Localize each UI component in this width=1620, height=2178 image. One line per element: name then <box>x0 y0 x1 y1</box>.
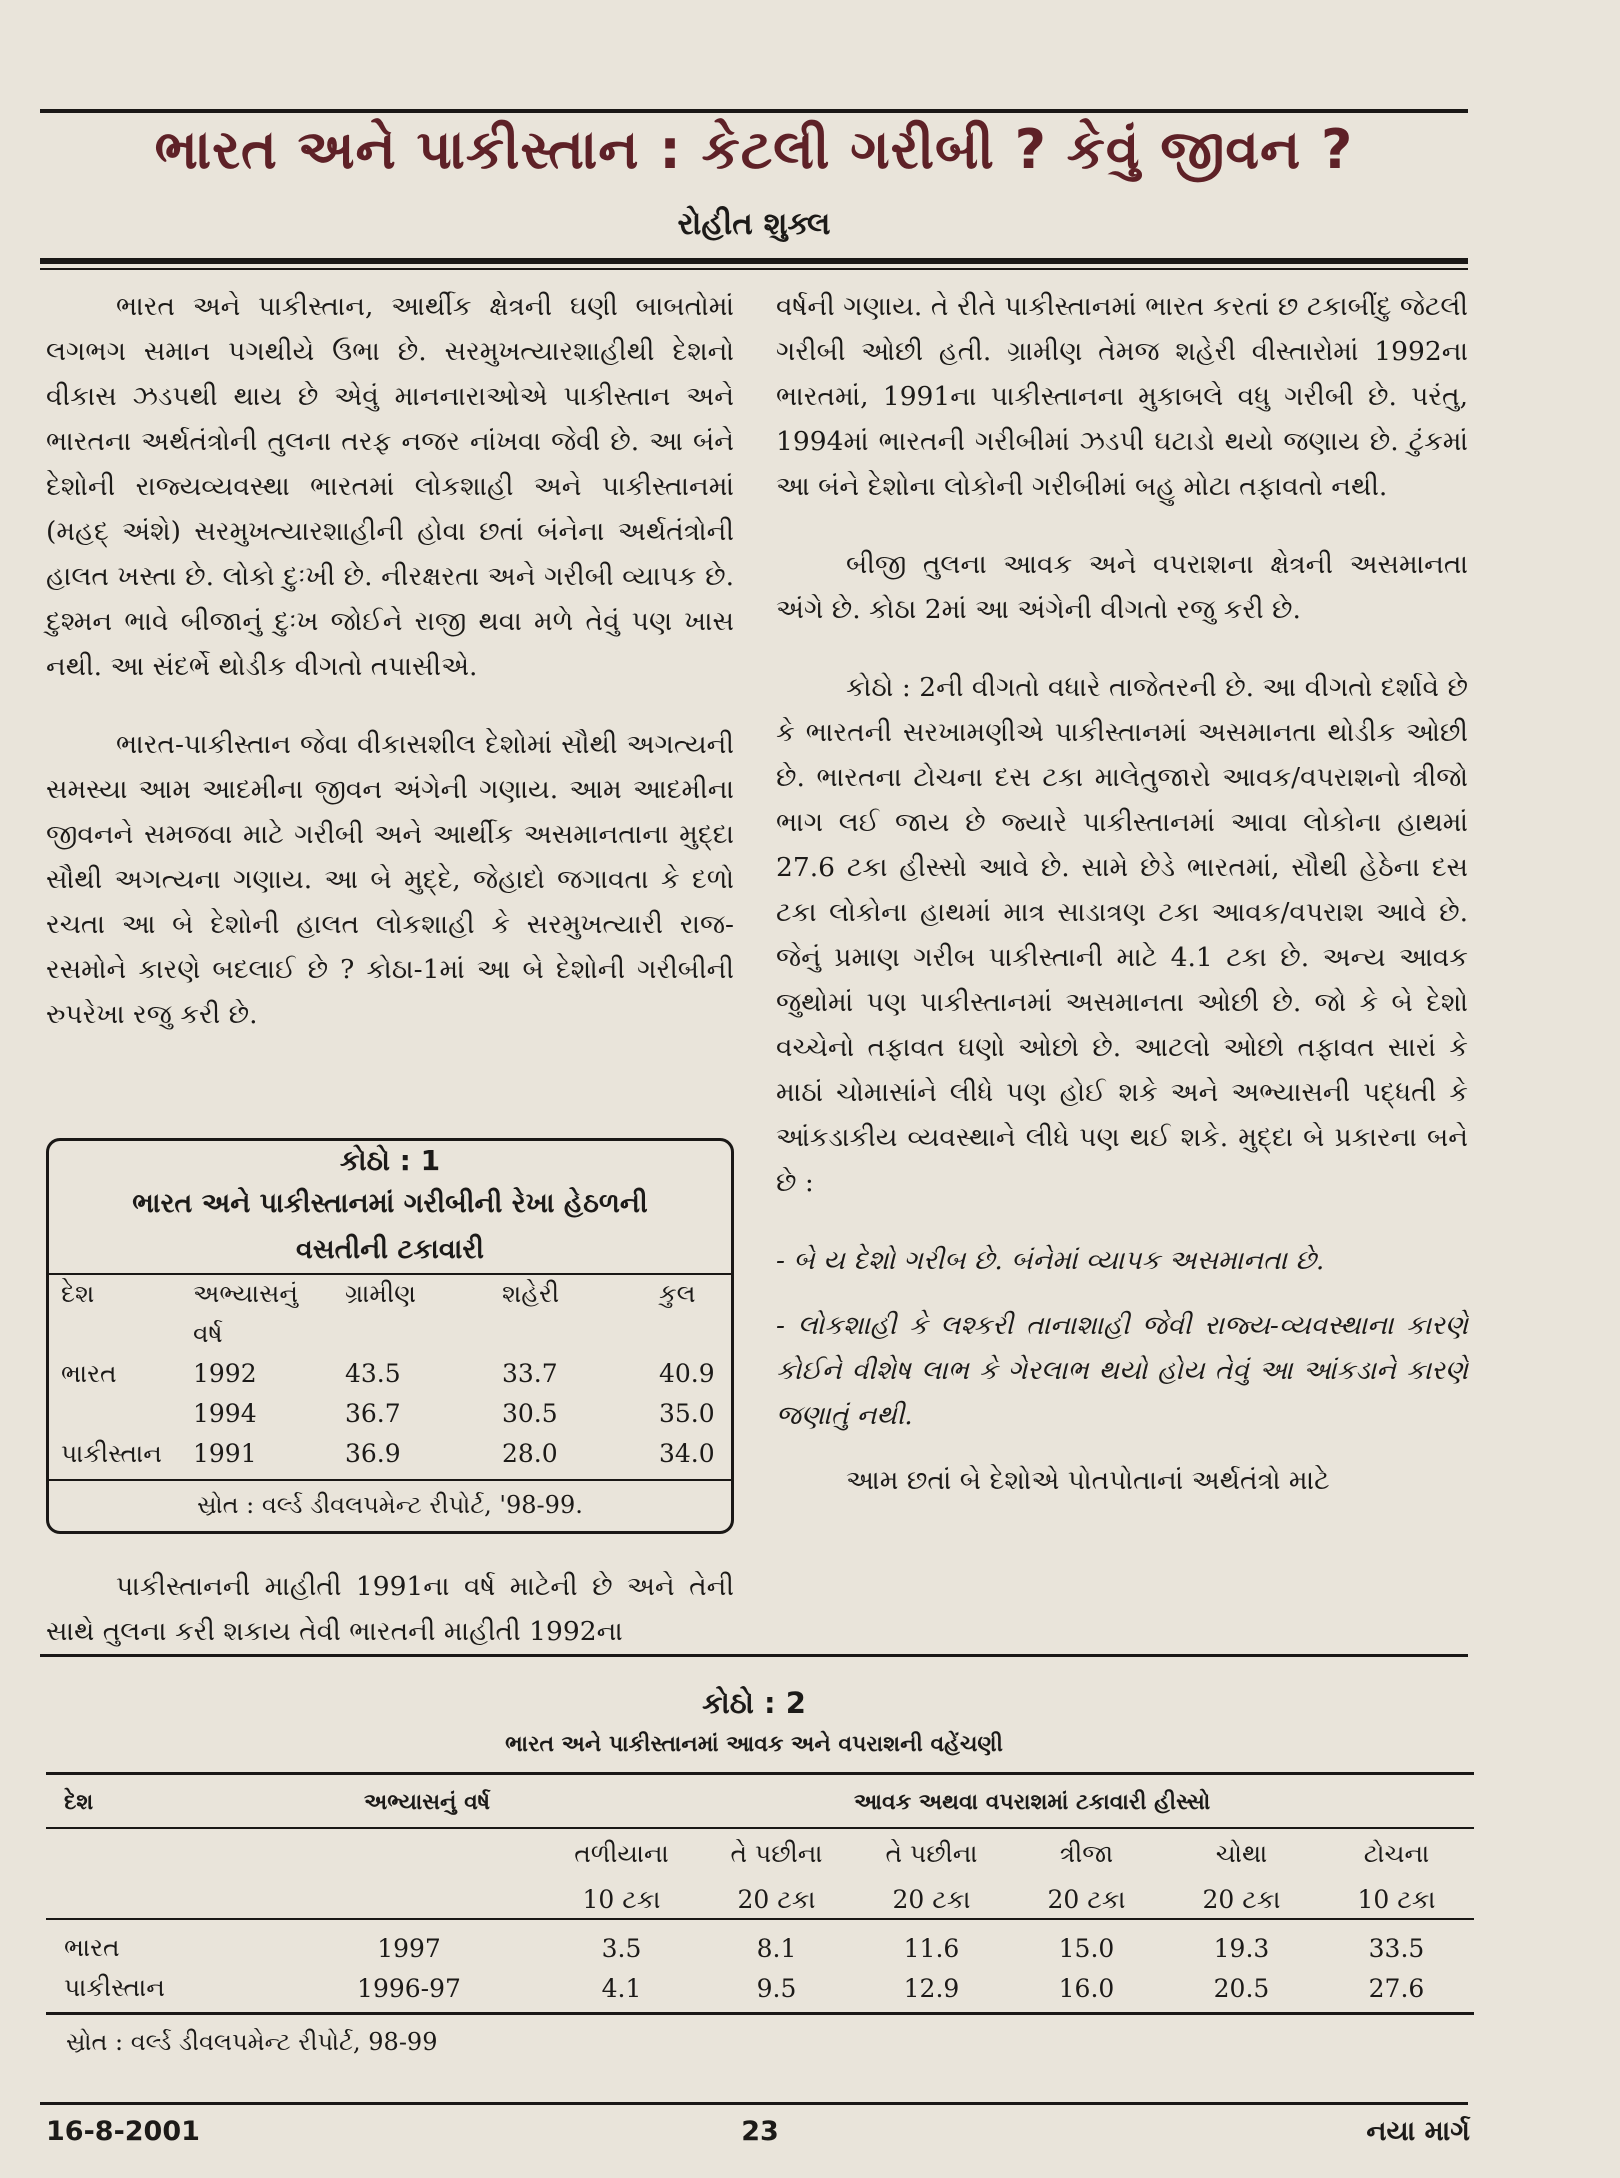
table-2-group-pct: 10 ટકા <box>1357 1885 1436 1914</box>
table-2-group-label: તે પછીના <box>730 1839 823 1868</box>
table-cell: 11.6 <box>903 1933 960 1963</box>
table-2-group-pct: 20 ટકા <box>892 1885 971 1914</box>
table-2-heading: કોઠો : 2 <box>702 1686 806 1720</box>
table-1-header-year-line-2: વર્ષ <box>193 1319 223 1348</box>
footer-publication: નયા માર્ગ <box>1366 2116 1470 2147</box>
byline-rule <box>40 258 1468 264</box>
table-2-group-label: તે પછીના <box>885 1839 978 1868</box>
table-2-top-rule <box>46 1772 1474 1775</box>
footer-date: 16-8-2001 <box>46 2116 200 2147</box>
table-1-header-urban: શહેરી <box>502 1279 560 1308</box>
table-cell: 33.5 <box>1368 1933 1425 1963</box>
table-cell: ભારત <box>61 1359 117 1388</box>
table-2-group-label: ત્રીજા <box>1059 1839 1114 1868</box>
table-cell: 1996-97 <box>357 1973 461 2003</box>
table-cell: ભારત <box>64 1933 120 1962</box>
left-column <box>46 284 734 1070</box>
table-cell: પાકીસ્તાન <box>61 1439 162 1468</box>
footer-rule <box>40 2102 1468 2105</box>
top-rule <box>40 109 1468 113</box>
table-cell: 1992 <box>193 1359 257 1388</box>
table-row <box>49 1359 731 1399</box>
table-2-bottom-rule <box>46 2012 1474 2015</box>
table-1-title-line-1: ભારત અને પાકીસ્તાનમાં ગરીબીની રેખા હેઠળની <box>132 1188 648 1219</box>
table-row <box>49 1439 731 1479</box>
table-row <box>46 1968 1474 2008</box>
table-1-header-country: દેશ <box>61 1279 95 1308</box>
table-1-header-row-2 <box>49 1319 731 1359</box>
table-cell: 36.7 <box>345 1399 401 1428</box>
table-2-group-label: ટોચના <box>1363 1839 1430 1868</box>
table-cell: 12.9 <box>903 1973 960 2003</box>
author-byline: રોહીત શુક્લ <box>677 206 831 242</box>
left-paragraph-1: ભારત અને પાકીસ્તાન, આર્થીક ક્ષેત્રની ઘણી બાબતોમાં લગભગ સમાન પગથીયે ઉભા છે. સરમુખત્યારશાહીથી દેશનો વીકાસ ઝડપથી થાય છે એવું માનનારાઓએ પાકીસ્તાન અને ભારતના અર્થતંત્રોની તુલના તરફ નજર નાંખવા જેવી છે. આ બંને દેશોની રાજ્યવ્યવસ્થા ભારતમાં લોકશાહી અને પાકીસ્તાનમાં (મહદ્ અંશે) સરમુખત્યારશાહીની હોવા છતાં બંનેના અર્થતંત્રોની હાલત ખસ્તા છે. લોકો દુઃખી છે. નીરક્ષરતા અને ગરીબી વ્યાપક છે. દુશ્મન ભાવે બીજાનું દુઃખ જોઈને રાજી થવા મળે તેવું પણ ખાસ નથી. આ સંદર્ભે થોડીક વીગતો તપાસીએ. <box>46 291 734 682</box>
table-cell: 1997 <box>377 1933 441 1963</box>
byline-rule-thin <box>40 268 1468 270</box>
table-cell: 16.0 <box>1058 1973 1115 2003</box>
table-cell: 30.5 <box>502 1399 558 1428</box>
table-2-source: સ્રોત : વર્લ્ડ ડીવલપમેન્ટ રીપોર્ટ, 98-99 <box>66 2028 438 2056</box>
table-1-source: સ્રોત : વર્લ્ડ ડીવલપમેન્ટ રીપોર્ટ, '98-99. <box>49 1479 731 1531</box>
table-2-group-pct: 20 ટકા <box>737 1885 816 1914</box>
table-2-header-share: આવક અથવા વપરાશમાં ટકાવારી હીસ્સો <box>854 1789 1211 1815</box>
right-paragraph-2: બીજી તુલના આવક અને વપરાશના ક્ષેત્રની અસમાનતા અંગે છે. કોઠા 2માં આ અંગેની વીગતો રજુ કરી છે. <box>776 549 1468 625</box>
table-1 <box>49 1279 731 1479</box>
table-2-group-pct: 20 ટકા <box>1202 1885 1281 1914</box>
right-column <box>776 284 1468 1536</box>
table-cell: 9.5 <box>756 1973 797 2003</box>
left-column-bottom <box>46 1564 734 1687</box>
table-2-group-label: તળીયાના <box>574 1839 669 1868</box>
table-2-subheader-rule <box>46 1918 1474 1920</box>
table-1-header-total: કુલ <box>659 1279 696 1308</box>
right-paragraph-3: કોઠો : 2ની વીગતો વધારે તાજેતરની છે. આ વીગતો દર્શાવે છે કે ભારતની સરખામણીએ પાકીસ્તાનમાં અસમાનતા થોડીક ઓછી છે. ભારતના ટોચના દસ ટકા માલેતુજારો આવક/વપરાશનો ત્રીજો ભાગ લઈ જાય છે જ્યારે પાકીસ્તાનમાં આવા લોકોના હાથમાં 27.6 ટકા હીસ્સો આવે છે. સામે છેડે ભારતમાં, સૌથી હેઠેના દસ ટકા લોકોના હાથમાં માત્ર સાડાત્રણ ટકા આવક/વપરાશ આવે છે. જેનું પ્રમાણ ગરીબ પાકીસ્તાની માટે 4.1 ટકા છે. અન્ય આવક જુથોમાં પણ પાકીસ્તાનમાં અસમાનતા ઓછી છે. જો કે બે દેશો વચ્ચેનો તફાવત ઘણો ઓછો છે. આટલો ઓછો તફાવત સારાં કે માઠાં ચોમાસાંને લીધે પણ હોઈ શકે અને અભ્યાસની પદ્ધતી કે આંકડાકીય વ્યવસ્થાને લીધે પણ થઈ શકે. મુદ્દા બે પ્રકારના બને છે : <box>776 672 1468 1198</box>
table-2-title: ભારત અને પાકીસ્તાનમાં આવક અને વપરાશની વહેંચણી <box>505 1732 1003 1757</box>
table-cell: 19.3 <box>1213 1933 1270 1963</box>
table-1-header-row <box>49 1279 731 1319</box>
table-2-group-pct: 20 ટકા <box>1047 1885 1126 1914</box>
table-cell: પાકીસ્તાન <box>64 1973 165 2002</box>
table-cell: 34.0 <box>659 1439 715 1468</box>
table-2-header-rule <box>46 1827 1474 1829</box>
right-paragraph-1: વર્ષની ગણાય. તે રીતે પાકીસ્તાનમાં ભારત કરતાં છ ટકાબીંદુ જેટલી ગરીબી ઓછી હતી. ગ્રામીણ તેમજ શહેરી વીસ્તારોમાં 1992ના ભારતમાં, 1991ના પાકીસ્તાનના મુકાબલે વધુ ગરીબી છે. પરંતુ, 1994માં ભારતની ગરીબીમાં ઝડપી ઘટાડો થયો જણાય છે. ટુંકમાં આ બંને દેશોના લોકોની ગરીબીમાં બહુ મોટા તફાવતો નથી. <box>776 291 1468 502</box>
table-cell: 27.6 <box>1368 1973 1425 2003</box>
left-paragraph-2: ભારત-પાકીસ્તાન જેવા વીકાસશીલ દેશોમાં સૌથી અગત્યની સમસ્યા આમ આદમીના જીવન અંગેની ગણાય. આમ આદમીના જીવનને સમજવા માટે ગરીબી અને આર્થીક અસમાનતાના મુદ્દા સૌથી અગત્યના ગણાય. આ બે મુદ્દે, જેહાદો જગાવતા કે દળો રચતા આ બે દેશોની હાલત લોકશાહી કે સરમુખત્યારી રાજ-રસમોને કારણે બદલાઈ છે ? કોઠા-1માં આ બે દેશોની ગરીબીની રુપરેખા રજુ કરી છે. <box>46 729 734 1030</box>
table-cell: 1994 <box>193 1399 257 1428</box>
table-2-header-country: દેશ <box>64 1789 94 1815</box>
table-cell: 4.1 <box>601 1973 642 2003</box>
table-2-body <box>46 1834 1474 1926</box>
headline: ભારત અને પાકીસ્તાન : કેટલી ગરીબી ? કેવું જીવન ? <box>154 118 1354 181</box>
table-2-group-label: ચોથા <box>1215 1839 1268 1868</box>
table-cell: 40.9 <box>659 1359 715 1388</box>
table-2-header-year: અભ્યાસનું વર્ષ <box>364 1789 491 1815</box>
table-2 <box>46 1782 1474 1822</box>
table-1-heading: કોઠો : 1 <box>339 1144 441 1177</box>
table-1-title-line-2: વસતીની ટકાવારી <box>49 1227 731 1275</box>
table-1-header-year: અભ્યાસનું <box>193 1279 299 1308</box>
columns-bottom-rule <box>40 1654 1468 1657</box>
table-2-header-row <box>46 1782 1474 1822</box>
table-cell: 35.0 <box>659 1399 715 1428</box>
left-paragraph-3: પાકીસ્તાનની માહીતી 1991ના વર્ષ માટેની છે અને તેની સાથે તુલના કરી શકાય તેવી ભારતની માહીતી 1992ના <box>46 1571 734 1647</box>
table-cell: 20.5 <box>1213 1973 1270 2003</box>
table-2-group-pct: 10 ટકા <box>582 1885 661 1914</box>
table-cell: 43.5 <box>345 1359 401 1388</box>
table-1-header-rural: ગ્રામીણ <box>345 1279 416 1308</box>
table-cell: 8.1 <box>756 1933 797 1963</box>
bullet-1: - બે ય દેશો ગરીબ છે. બંનેમાં વ્યાપક અસમાનતા છે. <box>776 1245 1325 1276</box>
table-2-data <box>46 1928 1474 2008</box>
table-row <box>46 1928 1474 1968</box>
table-cell <box>49 1399 181 1439</box>
table-cell: 1991 <box>193 1439 257 1468</box>
table-cell: 3.5 <box>601 1933 642 1963</box>
table-1-box <box>46 1138 734 1534</box>
right-paragraph-4: આમ છતાં બે દેશોએ પોતપોતાનાં અર્થતંત્રો માટે <box>846 1465 1330 1496</box>
table-cell: 36.9 <box>345 1439 401 1468</box>
table-row <box>49 1399 731 1439</box>
table-cell: 15.0 <box>1058 1933 1115 1963</box>
table-cell: 28.0 <box>502 1439 558 1468</box>
bullet-2: - લોકશાહી કે લશ્કરી તાનાશાહી જેવી રાજ્ય-વ્યવસ્થાના કારણે કોઈને વીશેષ લાભ કે ગેરલાભ થયો હોય તેવું આ આંકડાને કારણે જણાતું નથી. <box>776 1310 1468 1431</box>
table-cell: 33.7 <box>502 1359 558 1388</box>
footer-page-number: 23 <box>741 2116 779 2147</box>
table-2-group-row <box>46 1834 1474 1874</box>
